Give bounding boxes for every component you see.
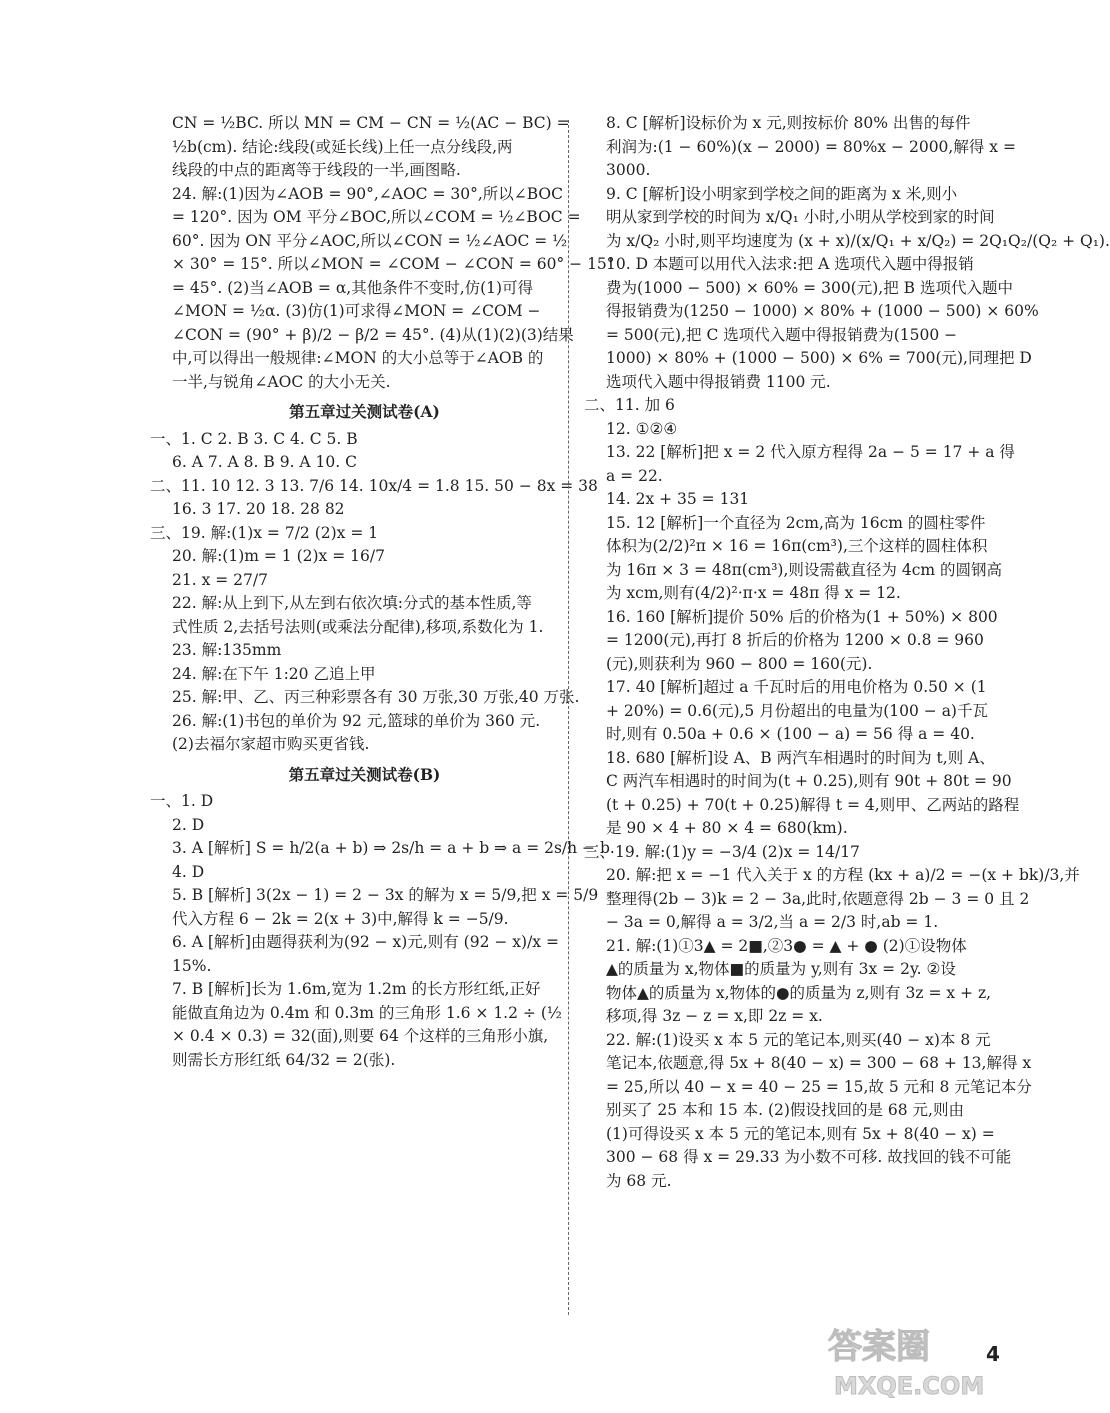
text-line: 24. 解:(1)因为∠AOB = 90°,∠AOC = 30°,所以∠BOC	[172, 184, 563, 203]
text-line: 7. B [解析]长为 1.6m,宽为 1.2m 的长方形红纸,正好	[172, 980, 541, 998]
section-title: 第五章过关测试卷(B)	[288, 764, 441, 784]
text-line: 20. 解:把 x = −1 代入关于 x 的方程 (kx + a)/2 = −(x + bk)/3,并	[606, 866, 1080, 884]
text-line: ½b(cm). 结论:线段(或延长线)上任一点分线段,两	[172, 137, 513, 156]
text-line: = 1200(元),再打 8 折后的价格为 1200 × 0.8 = 960	[606, 631, 984, 649]
watermark-logo	[820, 1320, 990, 1400]
text-line: 选项代入题中得报销费 1100 元.	[606, 372, 831, 391]
text-line: 笔记本,依题意,得 5x + 8(40 − x) = 300 − 68 + 13,解得 x	[606, 1054, 1032, 1072]
text-line: 60°. 因为 ON 平分∠AOC,所以∠CON = ½∠AOC = ½	[172, 231, 568, 250]
text-line: 别买了 25 本和 15 本. (2)假设找回的是 68 元,则由	[606, 1101, 964, 1119]
text-line: 5. B [解析] 3(2x − 1) = 2 − 3x 的解为 x = 5/9,把 x = 5/9	[172, 886, 599, 904]
text-line: 24. 解:在下午 1:20 乙追上甲	[172, 664, 376, 683]
text-line: 得报销费为(1250 − 1000) × 80% + (1000 − 500) × 60%	[606, 302, 1039, 320]
text-line: ▲的质量为 x,物体■的质量为 y,则有 3x = 2y. ②设	[606, 960, 956, 978]
text-line: − 3a = 0,解得 a = 3/2,当 a = 2/3 时,ab = 1.	[606, 913, 939, 931]
section-title: 第五章过关测试卷(A)	[289, 402, 440, 421]
text-line: 二、11. 加 6	[584, 396, 675, 414]
text-line: 一半,与锐角∠AOC 的大小无关.	[172, 372, 391, 391]
text-line: (2)去福尔家超市购买更省钱.	[172, 735, 370, 753]
text-line: 6. A [解析]由题得获利为(92 − x)元,则有 (92 − x)/x =	[172, 933, 559, 951]
text-line: (元),则获利为 960 − 800 = 160(元).	[606, 654, 873, 673]
text-line: 22. 解:从上到下,从左到右依次填:分式的基本性质,等	[172, 594, 532, 612]
text-line: 23. 解:135mm	[172, 641, 282, 659]
text-line: 14. 2x + 35 = 131	[606, 490, 750, 508]
text-line: 三、19. 解:(1)x = 7/2 (2)x = 1	[150, 523, 379, 542]
text-line: 21. 解:(1)①3▲ = 2■,②3● = ▲ + ● (2)①设物体	[606, 936, 967, 955]
text-line: = 45°. (2)当∠AOB = α,其他条件不变时,仿(1)可得	[172, 278, 534, 297]
text-line: 3. A [解析] S = h/2(a + b) ⇒ 2s/h = a + b ⇒ a = 2s/h − b.	[172, 839, 615, 857]
text-line: 代入方程 6 − 2k = 2(x + 3)中,解得 k = −5/9.	[172, 909, 509, 928]
page-number: 4	[986, 1342, 1000, 1366]
text-line: 三、19. 解:(1)y = −3/4 (2)x = 14/17	[584, 842, 860, 861]
text-line: 时,则有 0.50a + 0.6 × (100 − a) = 56 得 a = 40.	[606, 725, 975, 743]
text-line: (1)可得设买 x 本 5 元的笔记本,则有 5x + 8(40 − x) =	[606, 1124, 995, 1143]
text-line: 为 xcm,则有(4/2)²·π·x = 48π 得 x = 12.	[606, 584, 901, 602]
text-line: 一、1. C 2. B 3. C 4. C 5. B	[150, 429, 358, 448]
text-line: = 25,所以 40 − x = 40 − 25 = 15,故 5 元和 8 元笔记本分	[606, 1077, 1032, 1096]
text-line: 8. C [解析]设标价为 x 元,则按标价 80% 出售的每件	[606, 114, 971, 132]
text-line: 移项,得 3z − z = x,即 2z = x.	[606, 1007, 823, 1025]
text-line: CN = ½BC. 所以 MN = CM − CN = ½(AC − BC) =	[172, 114, 570, 132]
text-line: 明从家到学校的时间为 x/Q₁ 小时,小明从学校到家的时间	[606, 208, 995, 226]
text-line: 物体▲的质量为 x,物体的●的质量为 z,则有 3z = x + z,	[606, 983, 992, 1002]
text-line: 能做直角边为 0.4m 和 0.3m 的三角形 1.6 × 1.2 ÷ (½	[172, 1003, 562, 1022]
text-line: 12. ①②④	[606, 419, 678, 438]
text-line: 线段的中点的距离等于线段的一半,画图略.	[172, 161, 461, 179]
text-line: (t + 0.25) + 70(t + 0.25)解得 t = 4,则甲、乙两站的路程	[606, 795, 1020, 814]
text-line: 10. D 本题可以用代入法求:把 A 选项代入题中得报销	[606, 255, 974, 273]
right-column	[584, 112, 1110, 1193]
text-line: 26. 解:(1)书包的单价为 92 元,篮球的单价为 360 元.	[172, 711, 541, 730]
watermark-text: 答案圈	[828, 1327, 930, 1367]
text-line: 中,可以得出一般规律:∠MON 的大小总等于∠AOB 的	[172, 349, 544, 367]
text-line: 4. D	[172, 862, 205, 881]
text-line: 15%.	[172, 956, 212, 975]
text-line: × 30° = 15°. 所以∠MON = ∠COM − ∠CON = 60° − 15°	[172, 255, 615, 273]
text-line: 为 x/Q₂ 小时,则平均速度为 (x + x)/(x/Q₁ + x/Q₂) = 2Q₁Q₂/(Q₂ + Q₁).	[606, 231, 1110, 250]
text-line: = 500(元),把 C 选项代入题中得报销费为(1500 −	[606, 325, 958, 344]
text-line: 22. 解:(1)设买 x 本 5 元的笔记本,则买(40 − x)本 8 元	[606, 1030, 991, 1049]
text-line: 为 16π × 3 = 48π(cm³),则设需截直径为 4cm 的圆钢高	[606, 560, 1003, 579]
text-line: 25. 解:甲、乙、丙三种彩票各有 30 万张,30 万张,40 万张.	[172, 688, 580, 706]
text-line: = 120°. 因为 OM 平分∠BOC,所以∠COM = ½∠BOC =	[172, 208, 581, 226]
text-line: 3000.	[606, 161, 651, 179]
text-line: 21. x = 27/7	[172, 570, 268, 589]
text-line: 13. 22 [解析]把 x = 2 代入原方程得 2a − 5 = 17 + a 得	[606, 443, 1015, 461]
text-line: ∠CON = (90° + β)/2 − β/2 = 45°. (4)从(1)(2)(3)结果	[172, 325, 574, 344]
text-line: 2. D	[172, 815, 205, 834]
text-line: 9. C [解析]设小明家到学校之间的距离为 x 米,则小	[606, 184, 958, 203]
text-line: ∠MON = ½α. (3)仿(1)可求得∠MON = ∠COM −	[172, 302, 541, 320]
text-line: 式性质 2,去括号法则(或乘法分配律),移项,系数化为 1.	[172, 617, 544, 636]
text-line: 是 90 × 4 + 80 × 4 = 680(km).	[606, 819, 848, 837]
text-line: 整理得(2b − 3)k = 2 − 3a,此时,依题意得 2b − 3 = 0 且 2	[606, 889, 1030, 908]
text-line: 则需长方形红纸 64/32 = 2(张).	[172, 1050, 396, 1069]
text-line: 一、1. D	[150, 792, 214, 810]
watermark-url: MXQE.COM	[834, 1372, 985, 1400]
left-column	[150, 112, 615, 1072]
text-line: 二、11. 10 12. 3 13. 7/6 14. 10x/4 = 1.8 15. 50 − 8x = 38	[150, 476, 598, 495]
text-line: 18. 680 [解析]设 A、B 两汽车相遇时的时间为 t,则 A、	[606, 748, 995, 767]
text-line: + 20%) = 0.6(元),5 月份超出的电量为(100 − a)千瓦	[606, 701, 988, 720]
text-line: 15. 12 [解析]一个直径为 2cm,高为 16cm 的圆柱零件	[606, 513, 986, 532]
text-line: 6. A 7. A 8. B 9. A 10. C	[172, 453, 357, 471]
text-line: 16. 3 17. 20 18. 28 82	[172, 500, 345, 518]
text-line: 17. 40 [解析]超过 a 千瓦时后的用电价格为 0.50 × (1	[606, 678, 987, 696]
text-line: a = 22.	[606, 466, 663, 485]
text-line: 20. 解:(1)m = 1 (2)x = 16/7	[172, 547, 385, 565]
text-line: × 0.4 × 0.3) = 32(面),则要 64 个这样的三角形小旗,	[172, 1027, 549, 1045]
text-line: 体积为(2/2)²π × 16 = 16π(cm³),三个这样的圆柱体积	[606, 537, 988, 555]
text-line: 300 − 68 得 x = 29.33 为小数不可移. 故找回的钱不可能	[606, 1148, 1012, 1166]
text-line: C 两汽车相遇时的时间为(t + 0.25),则有 90t + 80t = 90	[606, 772, 1012, 790]
text-line: 为 68 元.	[606, 1171, 672, 1190]
column-divider	[568, 120, 569, 1315]
text-line: 16. 160 [解析]提价 50% 后的价格为(1 + 50%) × 800	[606, 607, 998, 626]
text-line: 利润为:(1 − 60%)(x − 2000) = 80%x − 2000,解得 x =	[606, 137, 1016, 156]
text-line: 1000) × 80% + (1000 − 500) × 6% = 700(元),同理把 D	[606, 349, 1032, 367]
text-line: 费为(1000 − 500) × 60% = 300(元),把 B 选项代入题中	[606, 278, 1013, 297]
